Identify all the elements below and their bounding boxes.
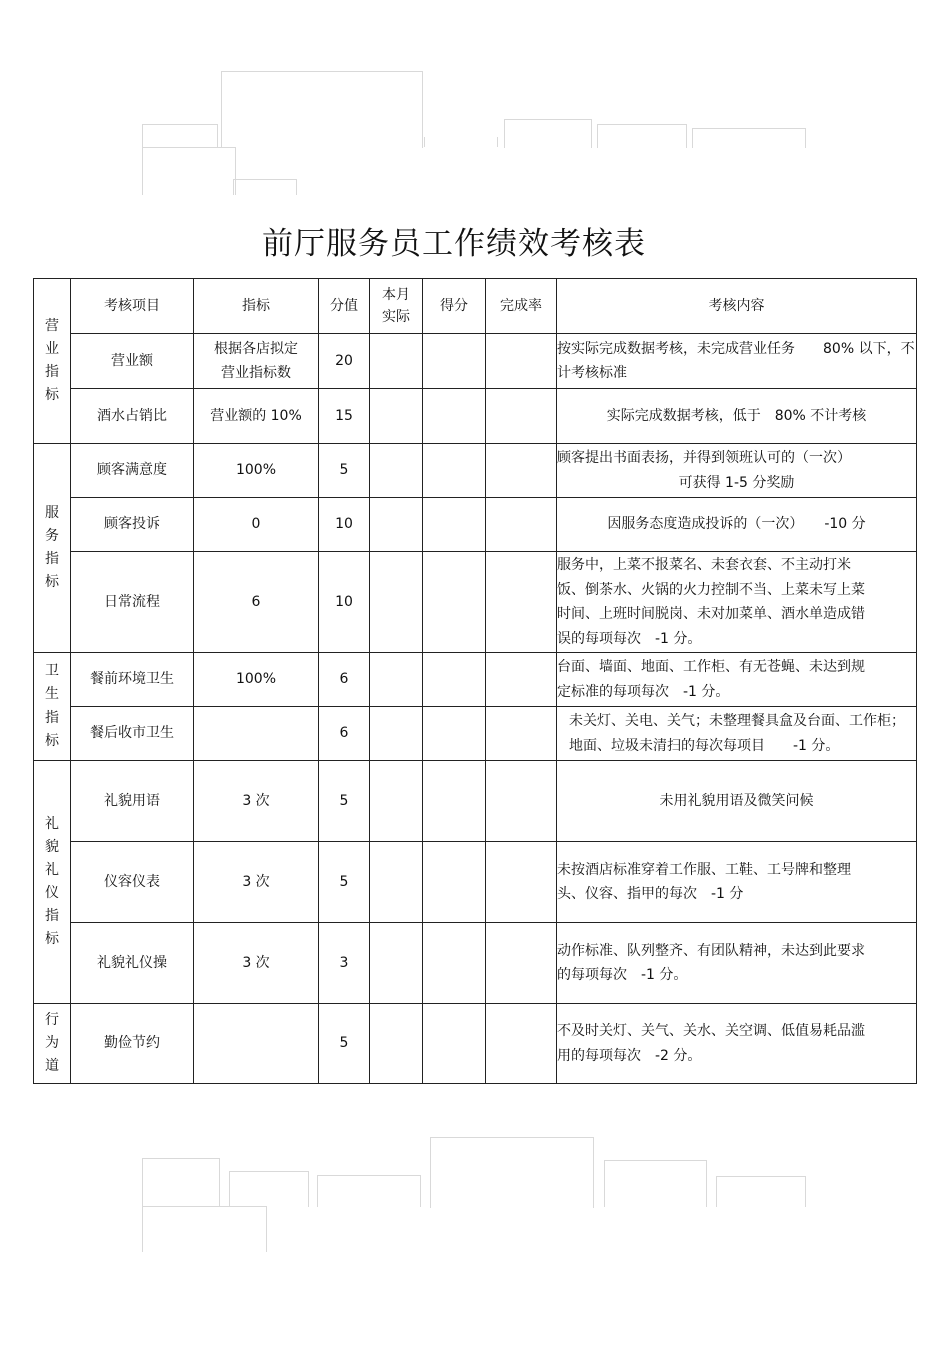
table-row [34,444,917,498]
table-row [34,1004,917,1084]
item-cell: 餐后收市卫生 [71,707,194,761]
got-cell [423,707,486,761]
indicator-cell: 6 [194,552,319,653]
decorative-frame [233,179,297,195]
table-row [34,498,917,552]
table-row [34,842,917,923]
got-cell [423,498,486,552]
indicator-cell: 根据各店拟定 营业指标数 [194,334,319,389]
actual-cell [370,707,423,761]
indicator-cell: 营业额的 10% [194,389,319,444]
decorative-frame [504,119,592,148]
performance-table [33,278,917,1084]
item-cell: 日常流程 [71,552,194,653]
indicator-cell: 100% [194,444,319,498]
got-cell [423,653,486,707]
header-actual: 本月 实际 [370,279,423,334]
decorative-frame [221,71,423,148]
table-header-row [34,279,917,334]
category-cell [34,279,71,444]
decorative-frame [142,1158,220,1207]
decorative-frame [317,1175,421,1207]
got-cell [423,923,486,1004]
header-indicator: 指标 [194,279,319,334]
category-service: 服务指标 [45,504,59,591]
rate-cell [486,389,557,444]
content-cell: 未按酒店标准穿着工作服、工鞋、工号牌和整理头、仪容、指甲的每次 -1 分 [557,842,917,923]
score-cell: 6 [319,707,370,761]
got-cell [423,552,486,653]
item-cell: 顾客投诉 [71,498,194,552]
got-cell [423,842,486,923]
rate-cell [486,552,557,653]
header-got: 得分 [423,279,486,334]
header-score: 分值 [319,279,370,334]
table-row [34,761,917,842]
item-cell: 勤俭节约 [71,1004,194,1084]
category-etiquette: 礼貌礼仪指标 [45,815,59,948]
score-cell: 15 [319,389,370,444]
table-row [34,389,917,444]
content-cell: 动作标准、队列整齐、有团队精神，未达到此要求的每项每次 -1 分。 [557,923,917,1004]
table-row [34,707,917,761]
rate-cell [486,334,557,389]
table-row [34,653,917,707]
actual-cell [370,923,423,1004]
actual-cell [370,653,423,707]
table-row [34,334,917,389]
category-hygiene: 卫生指标 [45,663,59,749]
item-cell: 礼貌礼仪操 [71,923,194,1004]
item-cell: 礼貌用语 [71,761,194,842]
item-cell: 顾客满意度 [71,444,194,498]
item-cell: 仪容仪表 [71,842,194,923]
score-cell: 10 [319,498,370,552]
category-business: 营业指标 [45,317,59,404]
score-cell: 3 [319,923,370,1004]
score-cell: 5 [319,761,370,842]
actual-cell [370,389,423,444]
header-item: 考核项目 [71,279,194,334]
indicator-cell [194,1004,319,1084]
category-behavior: 行为道 [45,1011,59,1075]
category-cell [34,761,71,1004]
content-cell: 未关灯、关电、关气；未整理餐具盒及台面、工作柜；地面、垃圾未清扫的每次每项目 -1 分。 [557,707,917,761]
got-cell [423,1004,486,1084]
actual-cell [370,842,423,923]
decorative-frame [716,1176,806,1207]
decorative-frame [229,1171,309,1207]
category-cell [34,444,71,653]
content-cell: 实际完成数据考核，低于 80% 不计考核 [557,389,917,444]
decorative-frame [597,124,687,148]
indicator-cell: 3 次 [194,761,319,842]
indicator-cell [194,707,319,761]
item-cell: 营业额 [71,334,194,389]
got-cell [423,761,486,842]
actual-cell [370,498,423,552]
actual-cell [370,761,423,842]
content-cell: 顾客提出书面表扬，并得到领班认可的（一次） 可获得 1-5 分奖励 [557,444,917,498]
header-rate: 完成率 [486,279,557,334]
content-cell: 因服务态度造成投诉的（一次） -10 分 [557,498,917,552]
actual-cell [370,334,423,389]
rate-cell [486,1004,557,1084]
decorative-frame [604,1160,707,1207]
content-cell: 未用礼貌用语及微笑问候 [557,761,917,842]
indicator-cell: 3 次 [194,842,319,923]
table-row [34,923,917,1004]
score-cell: 5 [319,1004,370,1084]
decorative-frame [424,137,498,147]
item-cell: 酒水占销比 [71,389,194,444]
got-cell [423,334,486,389]
score-cell: 10 [319,552,370,653]
indicator-cell: 0 [194,498,319,552]
item-cell: 餐前环境卫生 [71,653,194,707]
decorative-frame [142,124,218,148]
decorative-frame [142,147,236,195]
rate-cell [486,498,557,552]
indicator-cell: 100% [194,653,319,707]
header-content: 考核内容 [557,279,917,334]
content-cell: 按实际完成数据考核，未完成营业任务 80% 以下，不计考核标准 [557,334,917,389]
rate-cell [486,842,557,923]
score-cell: 6 [319,653,370,707]
content-cell: 台面、墙面、地面、工作柜、有无苍蝇、未达到规定标准的每项每次 -1 分。 [557,653,917,707]
category-cell [34,653,71,761]
content-cell: 服务中，上菜不报菜名、未套衣套、不主动打米饭、倒茶水、火锅的火力控制不当、上菜未写上菜时间、上班时间脱岗、未对加菜单、酒水单造成错误的每项每次 -1 分。 [557,552,917,653]
got-cell [423,389,486,444]
score-cell: 5 [319,842,370,923]
rate-cell [486,444,557,498]
indicator-cell: 3 次 [194,923,319,1004]
score-cell: 5 [319,444,370,498]
decorative-frame [692,128,806,148]
rate-cell [486,653,557,707]
decorative-frame [142,1206,267,1252]
got-cell [423,444,486,498]
table-row [34,552,917,653]
page-title: 前厅服务员工作绩效考核表 [262,226,646,262]
decorative-frame [430,1137,594,1208]
content-cell: 不及时关灯、关气、关水、关空调、低值易耗品滥用的每项每次 -2 分。 [557,1004,917,1084]
actual-cell [370,1004,423,1084]
actual-cell [370,552,423,653]
score-cell: 20 [319,334,370,389]
rate-cell [486,923,557,1004]
actual-cell [370,444,423,498]
rate-cell [486,707,557,761]
rate-cell [486,761,557,842]
category-cell [34,1004,71,1084]
